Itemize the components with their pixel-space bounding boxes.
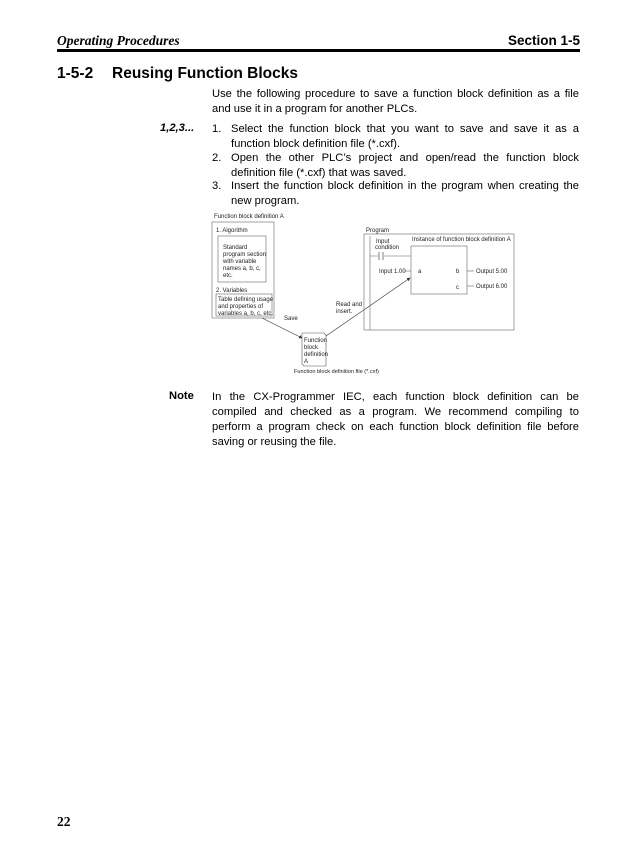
var-c-label: c (456, 285, 459, 291)
instance-label: Instance of function block definition A (412, 237, 511, 243)
note-paragraph: In the CX-Programmer IEC, each function block definition can be compiled and checked as a program. We recommend compiling to perform a program check on each function block definition file before saving or reusing the file. (212, 391, 579, 448)
algorithm-line-2: program section (223, 252, 267, 258)
page-header-title: Operating Procedures (57, 33, 180, 48)
algorithm-line-1: Standard (223, 245, 248, 251)
step-text: Open the other PLC’s project and open/read the function block definition file (*.cxf) that was saved. (231, 152, 579, 179)
algorithm-line-3: with variable (223, 259, 257, 265)
input-condition-line-2: condition (375, 245, 400, 251)
var-a-label: a (418, 269, 422, 275)
reuse-diagram (0, 0, 638, 400)
algorithm-line-5: etc. (223, 273, 233, 279)
section-title: Reusing Function Blocks (112, 65, 299, 82)
algorithm-label: 1. Algorithm (216, 228, 248, 234)
program-label: Program (366, 228, 390, 234)
note-label: Note (169, 390, 194, 402)
output-6-label: Output 6.00 (476, 284, 508, 290)
step-number: 3. (212, 180, 222, 192)
variables-line-2: and properties of (218, 304, 264, 310)
read-insert-line-1: Read and (336, 302, 363, 308)
intro-paragraph: Use the following procedure to save a function block definition as a file and use it in a program for another PLCs. (212, 88, 579, 115)
steps-label: 1,2,3... (160, 122, 195, 134)
page-number: 22 (57, 814, 71, 829)
step-number: 1. (212, 123, 222, 135)
var-b-label: b (456, 269, 460, 275)
page-header-section: Section 1-5 (507, 33, 580, 48)
variables-line-1: Table defining usage (218, 297, 274, 303)
variables-label: 2. Variables (216, 288, 248, 294)
section-number: 1-5-2 (57, 65, 94, 82)
algorithm-line-4: names a, b, c, (223, 266, 261, 272)
step-text: Select the function block that you want to save and save it as a function block definition file (*.cxf). (231, 123, 579, 150)
input-condition-line-1: Input (376, 239, 390, 245)
file-line-1: Function (304, 338, 328, 344)
output-5-label: Output 5.00 (476, 269, 508, 275)
file-line-3: definition (304, 352, 329, 358)
read-insert-line-2: insert. (336, 309, 353, 315)
step-number: 2. (212, 152, 222, 164)
input-1-label: Input 1.00 (379, 269, 406, 275)
save-label: Save (284, 316, 298, 322)
file-caption: Function block definition file (*.cxf) (294, 369, 379, 375)
file-line-4: A (304, 359, 309, 365)
file-line-2: block (304, 345, 319, 351)
variables-line-3: variables a, b, c, etc. (218, 311, 274, 317)
step-text: Insert the function block definition in the program when creating the new program. (231, 180, 579, 207)
fb-def-title: Function block definition A (214, 214, 284, 220)
